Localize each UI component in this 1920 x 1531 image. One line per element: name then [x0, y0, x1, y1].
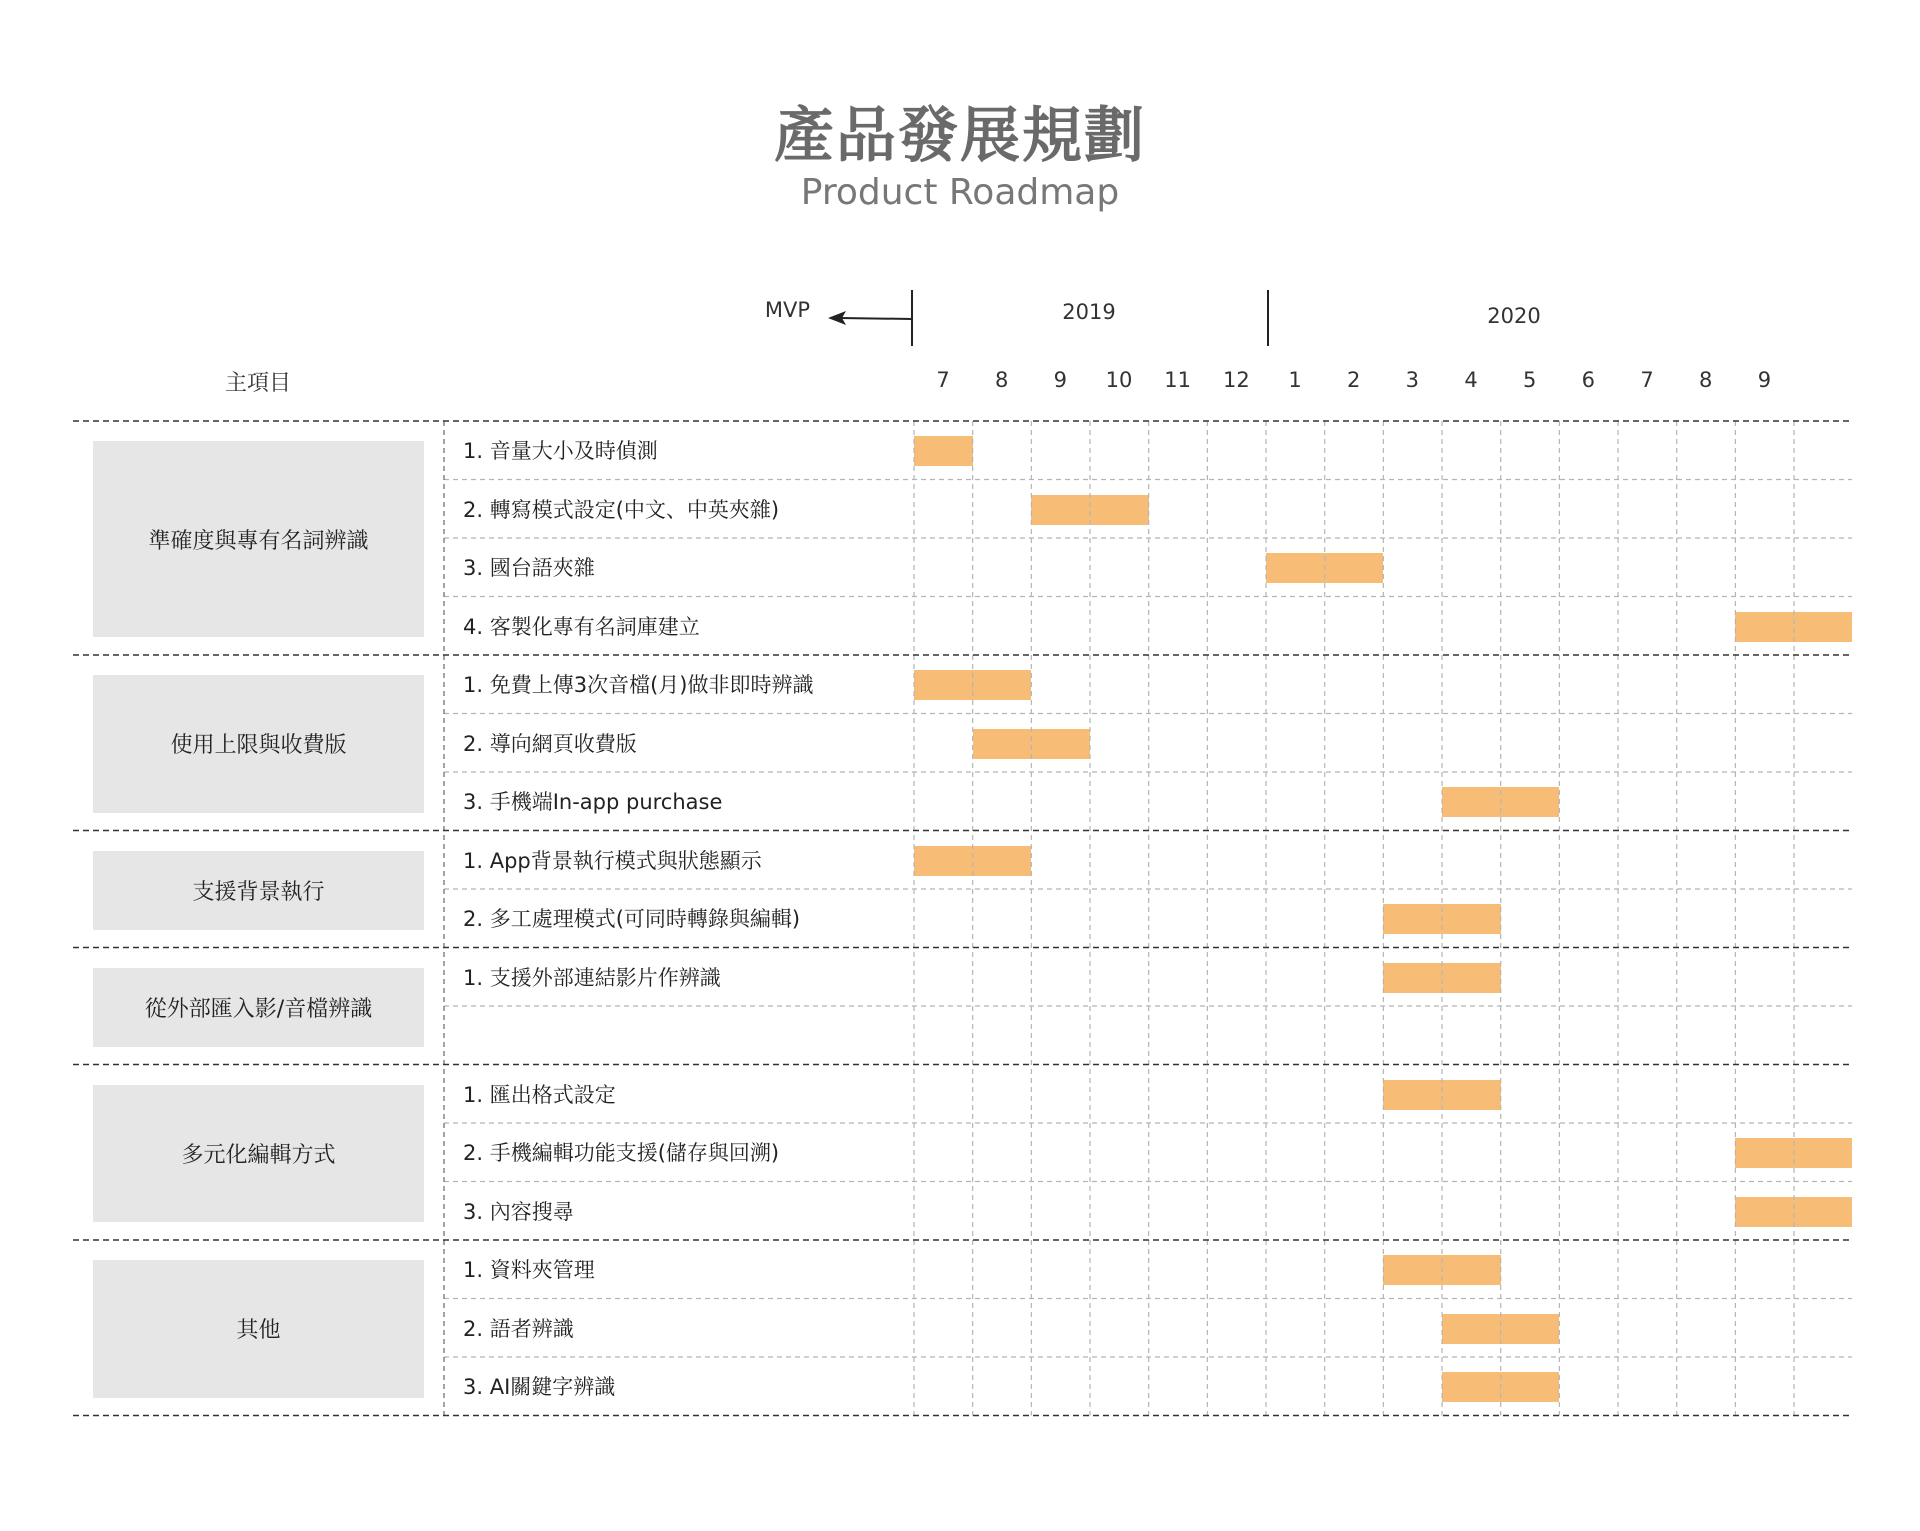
month-label: 3: [1405, 368, 1420, 392]
year-label-2019: 2019: [1062, 300, 1116, 324]
group-box: 使用上限與收費版: [93, 675, 424, 813]
task-label: 1. 音量大小及時偵測: [463, 439, 658, 463]
task-label: 2. 語者辨識: [463, 1316, 574, 1341]
task-label: 3. AI關鍵字辨識: [463, 1375, 616, 1399]
group-box: 準確度與專有名詞辨識: [93, 441, 424, 637]
task-label: 1. 支援外部連結影片作辨識: [463, 965, 721, 990]
task-label: 1. App背景執行模式與狀態顯示: [463, 848, 762, 873]
task-label: 3. 內容搜尋: [463, 1199, 574, 1224]
month-label: 2: [1347, 368, 1361, 392]
month-label: 8: [1699, 368, 1713, 392]
task-label: 2. 多工處理模式(可同時轉錄與編輯): [463, 907, 801, 931]
page-subtitle: Product Roadmap: [800, 172, 1120, 213]
task-label: 1. 免費上傳3次音檔(月)做非即時辨識: [463, 673, 814, 697]
group-box: 支援背景執行: [93, 851, 424, 930]
task-label: 2. 手機編輯功能支援(儲存與回溯): [463, 1141, 780, 1165]
task-label: 3. 國台語夾雜: [463, 556, 595, 580]
group-box: 多元化編輯方式: [93, 1085, 424, 1223]
year-label-2020: 2020: [1487, 304, 1541, 328]
month-label: 9: [1757, 368, 1772, 392]
task-label: 1. 匯出格式設定: [463, 1082, 616, 1107]
group-box: 從外部匯入影/音檔辨識: [93, 968, 424, 1047]
month-label: 12: [1222, 368, 1250, 392]
task-label: 2. 導向網頁收費版: [463, 731, 637, 756]
page-title: 產品發展規劃: [774, 101, 1146, 171]
month-label: 9: [1053, 368, 1068, 392]
month-label: 4: [1464, 368, 1478, 392]
mvp-arrow-line: [840, 318, 912, 319]
month-label: 1: [1288, 368, 1302, 392]
month-label: 6: [1581, 368, 1596, 392]
task-label: 2. 轉寫模式設定(中文、中英夾雜): [463, 497, 780, 522]
mvp-label: MVP: [764, 298, 810, 322]
month-label: 7: [1640, 368, 1654, 392]
month-label: 11: [1164, 368, 1192, 392]
month-label: 10: [1105, 368, 1133, 392]
task-label: 4. 客製化專有名詞庫建立: [463, 614, 700, 639]
group-box: 其他: [93, 1260, 424, 1398]
main-items-header: 主項目: [224, 371, 291, 396]
month-label: 8: [994, 368, 1009, 392]
task-label: 3. 手機端In-app purchase: [463, 790, 723, 814]
month-label: 5: [1523, 368, 1537, 392]
month-label: 7: [936, 368, 950, 392]
task-label: 1. 資料夾管理: [463, 1258, 595, 1282]
